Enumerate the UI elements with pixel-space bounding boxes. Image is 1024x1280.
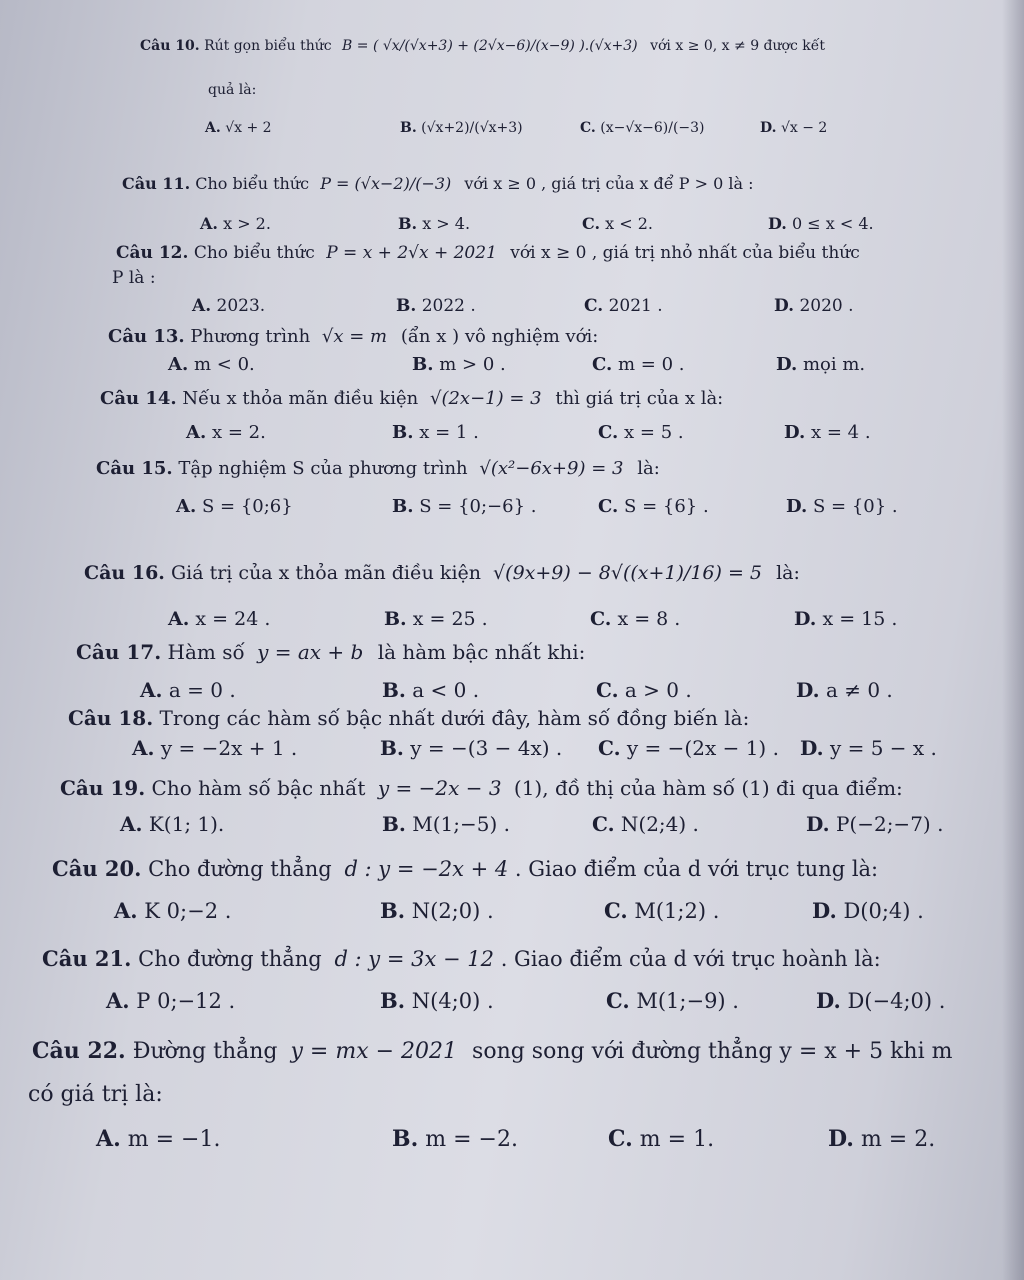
option-d[interactable]: D. a ≠ 0 .: [796, 678, 893, 702]
question-stem-suffix: . Giao điểm của d với trục tung là:: [514, 857, 879, 881]
option-b[interactable]: B. m > 0 .: [412, 354, 506, 375]
option-a[interactable]: A. P 0;−12 .: [106, 988, 236, 1013]
option-d[interactable]: D. m = 2.: [828, 1126, 936, 1152]
option-b[interactable]: B. S = {0;−6} .: [392, 496, 537, 517]
question-label: Câu 16.: [84, 562, 165, 584]
question-stem: Trong các hàm số bậc nhất dưới đây, hàm số đồng biến là:: [159, 706, 750, 730]
option-b[interactable]: B. (√x+2)/(√x+3): [400, 120, 523, 136]
question-stem: Cho hàm số bậc nhất: [151, 776, 366, 800]
option-a[interactable]: A. m < 0.: [168, 354, 255, 375]
question-label: Câu 14.: [100, 388, 177, 409]
question-stem: Cho đường thẳng: [138, 947, 322, 971]
question-stem-suffix: (1), đồ thị của hàm số (1) đi qua điểm:: [513, 776, 903, 800]
question-stem: Đường thẳng: [132, 1039, 278, 1064]
option-b[interactable]: B. a < 0 .: [382, 678, 480, 702]
question-stem: Rút gọn biểu thức: [204, 38, 332, 54]
option-d[interactable]: D. D(0;4) .: [812, 898, 924, 923]
option-c[interactable]: C. S = {6} .: [598, 496, 709, 517]
option-c[interactable]: C. (x−√x−6)/(−3): [580, 120, 705, 136]
question-formula: P = x + 2√x + 2021: [326, 243, 497, 263]
option-d[interactable]: D. mọi m.: [776, 354, 866, 375]
option-c[interactable]: C. a > 0 .: [596, 678, 692, 702]
question-stem-suffix: là hàm bậc nhất khi:: [377, 640, 586, 664]
option-b[interactable]: B. N(2;0) .: [380, 898, 494, 923]
question-formula: B = ( √x/(√x+3) + (2√x−6)/(x−9) ).(√x+3): [342, 38, 638, 54]
question-formula: √(x²−6x+9) = 3: [479, 458, 624, 479]
question-stem-suffix: thì giá trị của x là:: [555, 388, 724, 409]
option-a[interactable]: A. S = {0;6}: [176, 496, 293, 517]
option-b[interactable]: B. m = −2.: [392, 1126, 518, 1152]
option-c[interactable]: C. 2021 .: [584, 296, 663, 316]
question-stem-line2: quả là:: [208, 82, 257, 98]
question-formula: y = mx − 2021: [290, 1039, 458, 1064]
option-a[interactable]: A. m = −1.: [96, 1126, 221, 1152]
question-stem-suffix: với x ≥ 0 , giá trị nhỏ nhất của biểu thức: [510, 243, 860, 263]
option-c[interactable]: C. x = 8 .: [590, 608, 681, 630]
option-b[interactable]: B. N(4;0) .: [380, 988, 494, 1013]
question-stem: Tập nghiệm S của phương trình: [178, 458, 468, 479]
option-d[interactable]: D. x = 4 .: [784, 422, 871, 443]
option-a[interactable]: A. K 0;−2 .: [114, 898, 232, 923]
question-stem-suffix: song song với đường thẳng y = x + 5 khi m: [472, 1039, 953, 1064]
option-a[interactable]: A. y = −2x + 1 .: [132, 736, 298, 760]
question-stem-suffix: là:: [776, 562, 800, 584]
option-c[interactable]: C. N(2;4) .: [592, 812, 699, 836]
question-label: Câu 19.: [60, 776, 146, 800]
option-b[interactable]: B. y = −(3 − 4x) .: [380, 736, 563, 760]
option-b[interactable]: B. 2022 .: [396, 296, 476, 316]
option-d[interactable]: D. 0 ≤ x < 4.: [768, 214, 874, 233]
question-stem: Cho biểu thức: [195, 174, 310, 193]
option-c[interactable]: C. m = 0 .: [592, 354, 685, 375]
question-label: Câu 12.: [116, 243, 189, 263]
option-d[interactable]: D. P(−2;−7) .: [806, 812, 944, 836]
question-stem: Cho đường thẳng: [148, 857, 332, 881]
question-stem: Cho biểu thức: [193, 243, 315, 263]
option-d[interactable]: D. 2020 .: [774, 296, 854, 316]
page-edge-shadow: [1002, 0, 1024, 1280]
option-b[interactable]: B. x = 25 .: [384, 608, 488, 630]
question-label: Câu 17.: [76, 640, 162, 664]
option-d[interactable]: D. x = 15 .: [794, 608, 898, 630]
question-formula: √x = m: [321, 326, 388, 347]
option-a[interactable]: A. K(1; 1).: [120, 812, 225, 836]
option-a[interactable]: A. a = 0 .: [140, 678, 236, 702]
question-formula: y = ax + b: [257, 640, 364, 664]
question-stem: Phương trình: [190, 326, 311, 347]
option-a[interactable]: A. x = 24 .: [168, 608, 271, 630]
question-stem: Nếu x thỏa mãn điều kiện: [182, 388, 419, 409]
question-formula: P = (√x−2)/(−3): [320, 174, 452, 193]
question-formula: y = −2x − 3: [377, 776, 502, 800]
question-formula: √(2x−1) = 3: [429, 388, 542, 409]
question-stem: Giá trị của x thỏa mãn điều kiện: [170, 562, 481, 584]
question-label: Câu 15.: [96, 458, 173, 479]
option-c[interactable]: C. x = 5 .: [598, 422, 684, 443]
question-label: Câu 20.: [52, 856, 142, 881]
option-c[interactable]: C. M(1;2) .: [604, 898, 720, 923]
question-label: Câu 22.: [32, 1038, 126, 1064]
option-d[interactable]: D. S = {0} .: [786, 496, 898, 517]
option-d[interactable]: D. y = 5 − x .: [800, 736, 937, 760]
option-a[interactable]: A. x = 2.: [186, 422, 266, 443]
question-stem-line2: P là :: [112, 268, 156, 288]
question-label: Câu 13.: [108, 326, 185, 347]
option-a[interactable]: A. x > 2.: [200, 214, 271, 233]
question-label: Câu 21.: [42, 946, 132, 971]
question-stem-suffix: (ẩn x ) vô nghiệm với:: [400, 326, 599, 347]
option-c[interactable]: C. M(1;−9) .: [606, 988, 739, 1013]
question-formula: d : y = −2x + 4: [344, 857, 509, 881]
question-label: Câu 10.: [140, 38, 200, 54]
question-stem-suffix: là:: [637, 458, 660, 479]
question-label: Câu 11.: [122, 174, 191, 193]
question-formula: √(9x+9) − 8√((x+1)/16) = 5: [493, 562, 763, 584]
option-c[interactable]: C. y = −(2x − 1) .: [598, 736, 779, 760]
question-stem-suffix: . Giao điểm của d với trục hoành là:: [500, 947, 881, 971]
option-a[interactable]: A. 2023.: [192, 296, 266, 316]
question-stem-suffix: với x ≥ 0 , giá trị của x để P > 0 là :: [464, 174, 754, 193]
question-stem-suffix: với x ≥ 0, x ≠ 9 được kết: [650, 38, 825, 54]
option-c[interactable]: C. m = 1.: [608, 1126, 715, 1152]
option-d[interactable]: D. D(−4;0) .: [816, 988, 946, 1013]
option-b[interactable]: B. x > 4.: [398, 214, 471, 233]
option-b[interactable]: B. M(1;−5) .: [382, 812, 510, 836]
question-stem-line2: có giá trị là:: [28, 1082, 163, 1107]
question-stem: Hàm số: [167, 640, 245, 664]
question-formula: d : y = 3x − 12: [334, 947, 494, 971]
question-label: Câu 18.: [68, 706, 154, 730]
option-a[interactable]: A. √x + 2: [205, 120, 272, 136]
option-c[interactable]: C. x < 2.: [582, 214, 653, 233]
option-b[interactable]: B. x = 1 .: [392, 422, 479, 443]
option-d[interactable]: D. √x − 2: [760, 120, 828, 136]
